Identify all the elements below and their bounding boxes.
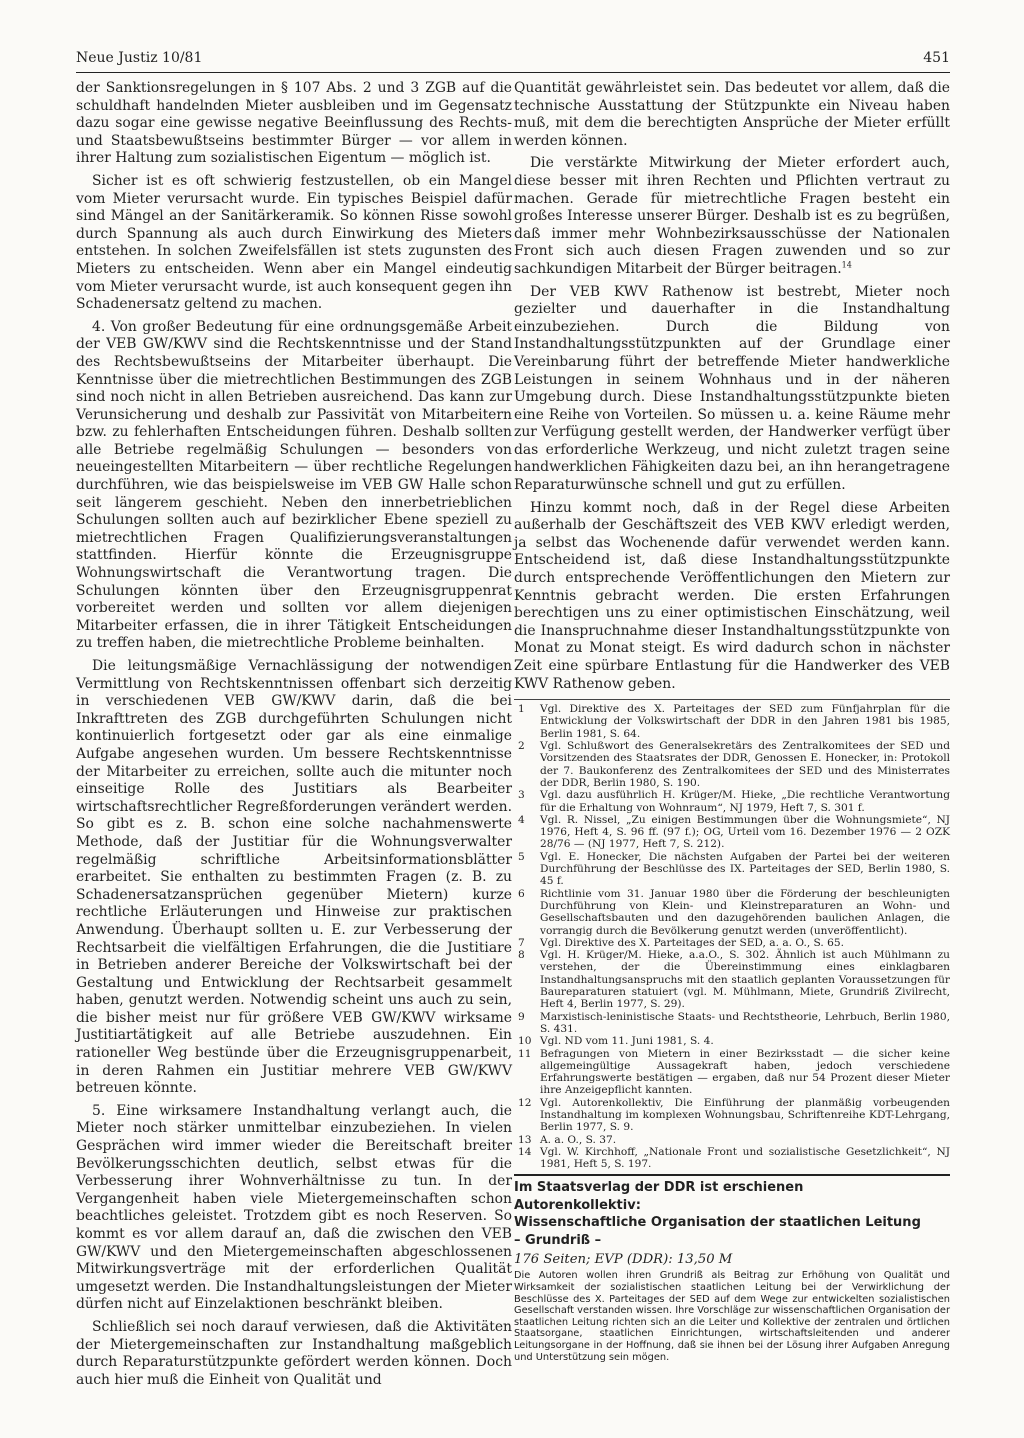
footnote [514, 1011, 950, 1036]
footnote-text: Vgl. E. Honecker, Die nächsten Aufgaben der Partei bei der weiteren Durchführung der Beschlüsse des IX. Parteitages der SED, Berlin 1980, S. 45 f. [540, 850, 950, 888]
announcement-author: Autorenkollektiv: [514, 1197, 641, 1213]
footnote-number: 5 [518, 850, 525, 863]
footnote-marker: 14 [841, 260, 852, 270]
footnote-text: Vgl. Direktive des X. Parteitages der SED zum Fünfjahrplan für die Entwicklung der Volkswirtschaft der DDR in den Jahren 1981 bis 1985, Berlin 1981, S. 64. [540, 703, 950, 740]
paragraph: Quantität gewährleistet sein. Das bedeutet vor allem, daß die technische Ausstattung der Stützpunkte ein Niveau haben muß, mit dem die berechtigten Ansprüche der Mieter erfüllt werden können. [514, 80, 950, 149]
footnote-number: 7 [518, 936, 525, 949]
footnote [514, 1048, 950, 1097]
footnote-text: Vgl. R. Nissel, „Zu einigen Bestimmungen über die Wohnungsmiete“, NJ 1976, Heft 4, S. 96 ff. (97 f.); OG, Urteil vom 16. Dezember 1976 — 2 OZK 28/76 — (NJ 1977, Heft 7, S. 212). [540, 813, 950, 851]
footnote-number: 6 [518, 887, 525, 900]
publisher-announcement [514, 1174, 950, 1363]
right-column [514, 80, 950, 1363]
footnote [514, 851, 950, 888]
announcement-book-title: Wissenschaftliche Organisation der staatlichen Leitung [514, 1215, 921, 1231]
footnote [514, 703, 950, 740]
footnote-number: 9 [518, 1010, 525, 1023]
paragraph: Hinzu kommt noch, daß in der Regel diese Arbeiten außerhalb der Geschäftszeit des VEB KWV erledigt werden, ja selbst das Wochenende dafür verwendet werden kann. Entscheidend ist, daß diese Instandhaltungsstützpunkte durch entsprechende Veröffentlichungen den Mietern zur Kenntnis gebracht werden. Die ersten Erfahrungen berechtigen uns zu einer optimistischen Einschätzung, weil die Inanspruchnahme dieser Instandhaltungsstützpunkte von Monat zu Monat steigt. Es wird dadurch schon in nächster Zeit eine spürbare Entlastung für die Handwerker des VEB KWV Rathenow geben. [514, 499, 950, 692]
paragraph: Die leitungsmäßige Vernachlässigung der notwendigen Vermittlung von Rechtskenntnissen offenbart sich derzeitig in verschiedenen VEB GW/KWV darin, daß die bei Inkrafttreten des ZGB durchgeführten Schulungen nicht kontinuierlich fortgesetzt oder gar als eine einmalige Aufgabe angesehen wurden. Um bessere Rechtskenntnisse der Mitarbeiter zu erreichen, sollte auch die mitunter noch einseitige Rolle des Justitiars als Bearbeiter wirtschaftsrechtlicher Regreßforderungen verändert werden. So gibt es z. B. schon eine solche nachahmenswerte Methode, daß der Justitiar für die Wohnungsverwalter regelmäßig schriftliche Arbeitsinformationsblätter erarbeitet. Sie enthalten zu bestimmten Fragen (z. B. zu Schadenersatzansprüchen gegenüber Mietern) kurze rechtliche Erläuterungen und Hinweise zur praktischen Anwendung. Überhaupt sollten u. E. zur Verbesserung der Rechtsarbeit die vielfältigen Erfahrungen, die die Justitiare in Betrieben anderer Bereiche der Volkswirtschaft bei der Gestaltung und Entwicklung der Rechtsarbeit gesammelt haben, genutzt werden. Notwendig scheint uns auch zu sein, die bisher meist nur für größere VEB GW/KWV wirksame Justitiartätigkeit auf alle Betriebe auszudehnen. Ein rationeller Weg bestünde über die Erzeugnisgruppenarbeit, in deren Rahmen ein Justitiar mehrere VEB GW/KWV betreuen könnte. [76, 658, 512, 1097]
journal-title: Neue Justiz 10/81 [76, 50, 203, 66]
announcement-price: 176 Seiten; EVP (DDR): 13,50 M [514, 1252, 733, 1268]
footnote-text: Vgl. Autorenkollektiv, Die Einführung der planmäßig vorbeugenden Instandhaltung im komplexen Wohnungsbau, Schriftenreihe KDT-Lehrgang, Berlin 1977, S. 9. [540, 1096, 950, 1134]
page-header [76, 50, 950, 72]
footnote [514, 740, 950, 789]
footnote-number: 2 [518, 740, 525, 753]
footnotes [514, 699, 950, 1170]
footnote-text: Vgl. H. Krüger/M. Hieke, a.a.O., S. 302. Ähnlich ist auch Mühlmann zu verstehen, der die Übereinstimmung eines einklagbaren Instandhaltungsanspruchs mit den staatlich geplanten Voraussetzungen für Baureparaturen statuiert (vgl. M. Mühlmann, Miete, Grundriß Zivilrecht, Heft 4, Berlin 1977, S. 29). [540, 949, 950, 1011]
footnote-text: Vgl. Schlußwort des Generalsekretärs des Zentralkomitees der SED und Vorsitzenden des Staatsrates der DDR, Genossen E. Honecker, in: Protokoll der 7. Baukonferenz des Zentralkomitees der SED und des Ministerrates der DDR, Berlin 1980, S. 190. [540, 740, 950, 789]
footnote-text: Befragungen von Mietern in einer Bezirksstadt — die sicher keine allgemeingültige Aussagekraft haben, jedoch verschiedene Erfahrungswerte bestätigen — ergaben, daß nur 54 Prozent dieser Mieter ihre Anzeigepflicht kannten. [540, 1047, 950, 1097]
footnote-number: 10 [518, 1035, 532, 1048]
footnote-number: 12 [518, 1096, 532, 1109]
footnote [514, 1146, 950, 1171]
footnote [514, 888, 950, 937]
paragraph: Schließlich sei noch darauf verwiesen, daß die Aktivitäten der Mietergemeinschaften zur Instandhaltung maßgeblich durch Reparaturstützpunkte gefördert werden können. Doch auch hier muß die Einheit von Qualität und [76, 1318, 512, 1388]
footnote-number: 4 [518, 813, 525, 826]
footnote [514, 1097, 950, 1134]
footnote [514, 1134, 950, 1146]
announcement-description: Die Autoren wollen ihren Grundriß als Beitrag zur Erhöhung von Qualität und Wirksamkeit der sozialistischen staatlichen Leitung bei der Verwirklichung der Beschlüsse des X. Parteitages der SED auf dem Wege zur entwickelten sozialistischen Gesellschaft verstanden wissen. Ihre Vorschläge zur wissenschaftlichen Organisation der staatlichen Leitung richten sich an die Leiter und Kollektive der zentralen und örtlichen Staatsorgane, staatlichen Einrichtungen, wirtschaftsleitenden und anderer Leitungsorgane in der Hoffnung, daß sie ihnen bei der Lösung ihrer Aufgaben Anregung und Unterstützung sein mögen. [514, 1270, 950, 1363]
paragraph-text: Die verstärkte Mitwirkung der Mieter erfordert auch, diese besser mit ihren Rechten und Pflichten vertraut zu machen. Gerade für mietrechtliche Fragen besteht ein großes Interesse unserer Bürger. Deshalb ist es zu begrüßen, daß immer mehr Wohnbezirksausschüsse der Nationalen Front sich auch diesen Fragen zuwenden und so zur sachkundigen Mitarbeit der Bürger beitragen. [514, 155, 950, 277]
announcement-publisher: Im Staatsverlag der DDR ist erschienen [514, 1180, 804, 1196]
paragraph: der Sanktionsregelungen in § 107 Abs. 2 und 3 ZGB auf die schuldhaft handelnden Mieter ausbleiben und im Gegensatz dazu sogar eine gewisse negative Beeinflussung des Rechts- und Staatsbewußtseins bestimmter Bürger — vor allem in ihrer Haltung zum sozialistischen Eigentum — möglich ist. [76, 80, 512, 167]
paragraph: 5. Eine wirksamere Instandhaltung verlangt auch, die Mieter noch stärker unmittelbar einzubeziehen. In vielen Gesprächen wird immer wieder die Bereitschaft breiter Bevölkerungsschichten deutlich, selbst etwas für die Verbesserung ihrer Wohnverhältnisse zu tun. In der Vergangenheit haben viele Mietergemeinschaften schon beachtliches geleistet. Trotzdem gibt es noch Reserven. So kommt es vor allem darauf an, daß die zwischen den VEB GW/KWV und den Mietergemeinschaften abgeschlossenen Mitwirkungsverträge mit der erforderlichen Qualität umgesetzt werden. Die Instandhaltungsleistungen der Mieter dürfen nicht auf Einzelaktionen beschränkt bleiben. [76, 1102, 512, 1313]
paragraph: Der VEB KWV Rathenow ist bestrebt, Mieter noch gezielter und dauerhafter in die Instandhaltung einzubeziehen. Durch die Bildung von Instandhaltungsstützpunkten auf der Grundlage einer Vereinbarung führt der betreffende Mieter handwerkliche Leistungen in seinem Wohnhaus und in der näheren Umgebung durch. Diese Instandhaltungsstützpunkte bieten eine Reihe von Vorteilen. So müssen u. a. keine Räume mehr zur Verfügung gestellt werden, der Handwerker verfügt über das erforderliche Werkzeug, und nicht zuletzt tragen seine handwerklichen Fähigkeiten dazu bei, an ihn herangetragene Reparaturwünsche schnell und gut zu erfüllen. [514, 283, 950, 494]
footnote-number: 1 [518, 703, 525, 716]
footnote-number: 3 [518, 789, 525, 802]
footnote-text: A. a. O., S. 37. [540, 1133, 617, 1146]
paragraph-with-note [514, 155, 950, 278]
page-number: 451 [923, 50, 950, 66]
footnote-number: 13 [518, 1133, 532, 1146]
paragraph: Sicher ist es oft schwierig festzustellen, ob ein Mangel vom Mieter verursacht wurde. Ein typisches Beispiel dafür sind Mängel an der Sanitärkeramik. So können Risse sowohl durch Spannung als auch durch Einwirkung des Mieters entstehen. In solchen Zweifelsfällen ist stets zugunsten des Mieters zu entscheiden. Wenn aber ein Mangel eindeutig vom Mieter verursacht wurde, ist auch konsequent gegen ihn Schadenersatz geltend zu machen. [76, 172, 512, 313]
footnote-text: Richtlinie vom 31. Januar 1980 über die Förderung der beschleunigten Durchführung von Klein- und Kleinstreparaturen an Wohn- und Gesellschaftsbauten und den dazugehörenden baulichen Anlagen, die vorrangig durch die Bevölkerung genutzt werden (unveröffentlicht). [540, 887, 950, 937]
footnote [514, 949, 950, 1010]
header-rule [76, 72, 950, 73]
footnote-text: Vgl. W. Kirchhoff, „Nationale Front und sozialistische Gesetzlichkeit“, NJ 1981, Heft 5, S. 197. [540, 1145, 950, 1171]
footnote [514, 814, 950, 851]
footnote-text: Vgl. Direktive des X. Parteitages der SED, a. a. O., S. 65. [540, 936, 845, 949]
footnote-number: 14 [518, 1145, 532, 1158]
left-column [76, 80, 512, 1389]
footnote [514, 937, 950, 949]
announcement-subtitle: – Grundriß – [514, 1232, 602, 1248]
footnote-number: 8 [518, 949, 525, 962]
paragraph: 4. Von großer Bedeutung für eine ordnungsgemäße Arbeit der VEB GW/KWV sind die Rechtskenntnisse und der Stand des Rechtsbewußtseins der Mitarbeiter überhaupt. Die Kenntnisse über die mietrechtlichen Bestimmungen des ZGB sind noch nicht in allen Betrieben ausreichend. Das kann zur Verunsicherung und deshalb zur Passivität von Mitarbeitern bzw. zu fehlerhaften Entscheidungen führen. Deshalb sollten alle Betriebe regelmäßig Schulungen — besonders von neueingestellten Mitarbeitern — über rechtliche Regelungen durchführen, wie das beispielsweise im VEB GW Halle schon seit längerem geschieht. Neben den innerbetrieblichen Schulungen sollten auch auf bezirklicher Ebene speziell zu mietrechtlichen Fragen Qualifizierungsveranstaltungen stattfinden. Hierfür könnte die Erzeugnisgruppe Wohnungswirtschaft die Verantwortung tragen. Die Schulungen könnten über den Erzeugnisgruppenrat vorbereitet werden und sollten vor allem diejenigen Mitarbeiter erfassen, die in ihrer Tätigkeit Entscheidungen zu treffen haben, die mietrechtliche Probleme beinhalten. [76, 318, 512, 652]
footnote-text: Vgl. dazu ausführlich H. Krüger/M. Hieke, „Die rechtliche Verantwortung für die Erhaltung von Wohnraum“, NJ 1979, Heft 7, S. 301 f. [540, 789, 950, 814]
footnote-text: Vgl. ND vom 11. Juni 1981, S. 4. [540, 1035, 714, 1048]
footnote-text: Marxistisch-leninistische Staats- und Rechtstheorie, Lehrbuch, Berlin 1980, S. 431. [540, 1010, 950, 1035]
footnote-number: 11 [518, 1047, 532, 1060]
footnote [514, 1035, 950, 1047]
footnote [514, 789, 950, 814]
